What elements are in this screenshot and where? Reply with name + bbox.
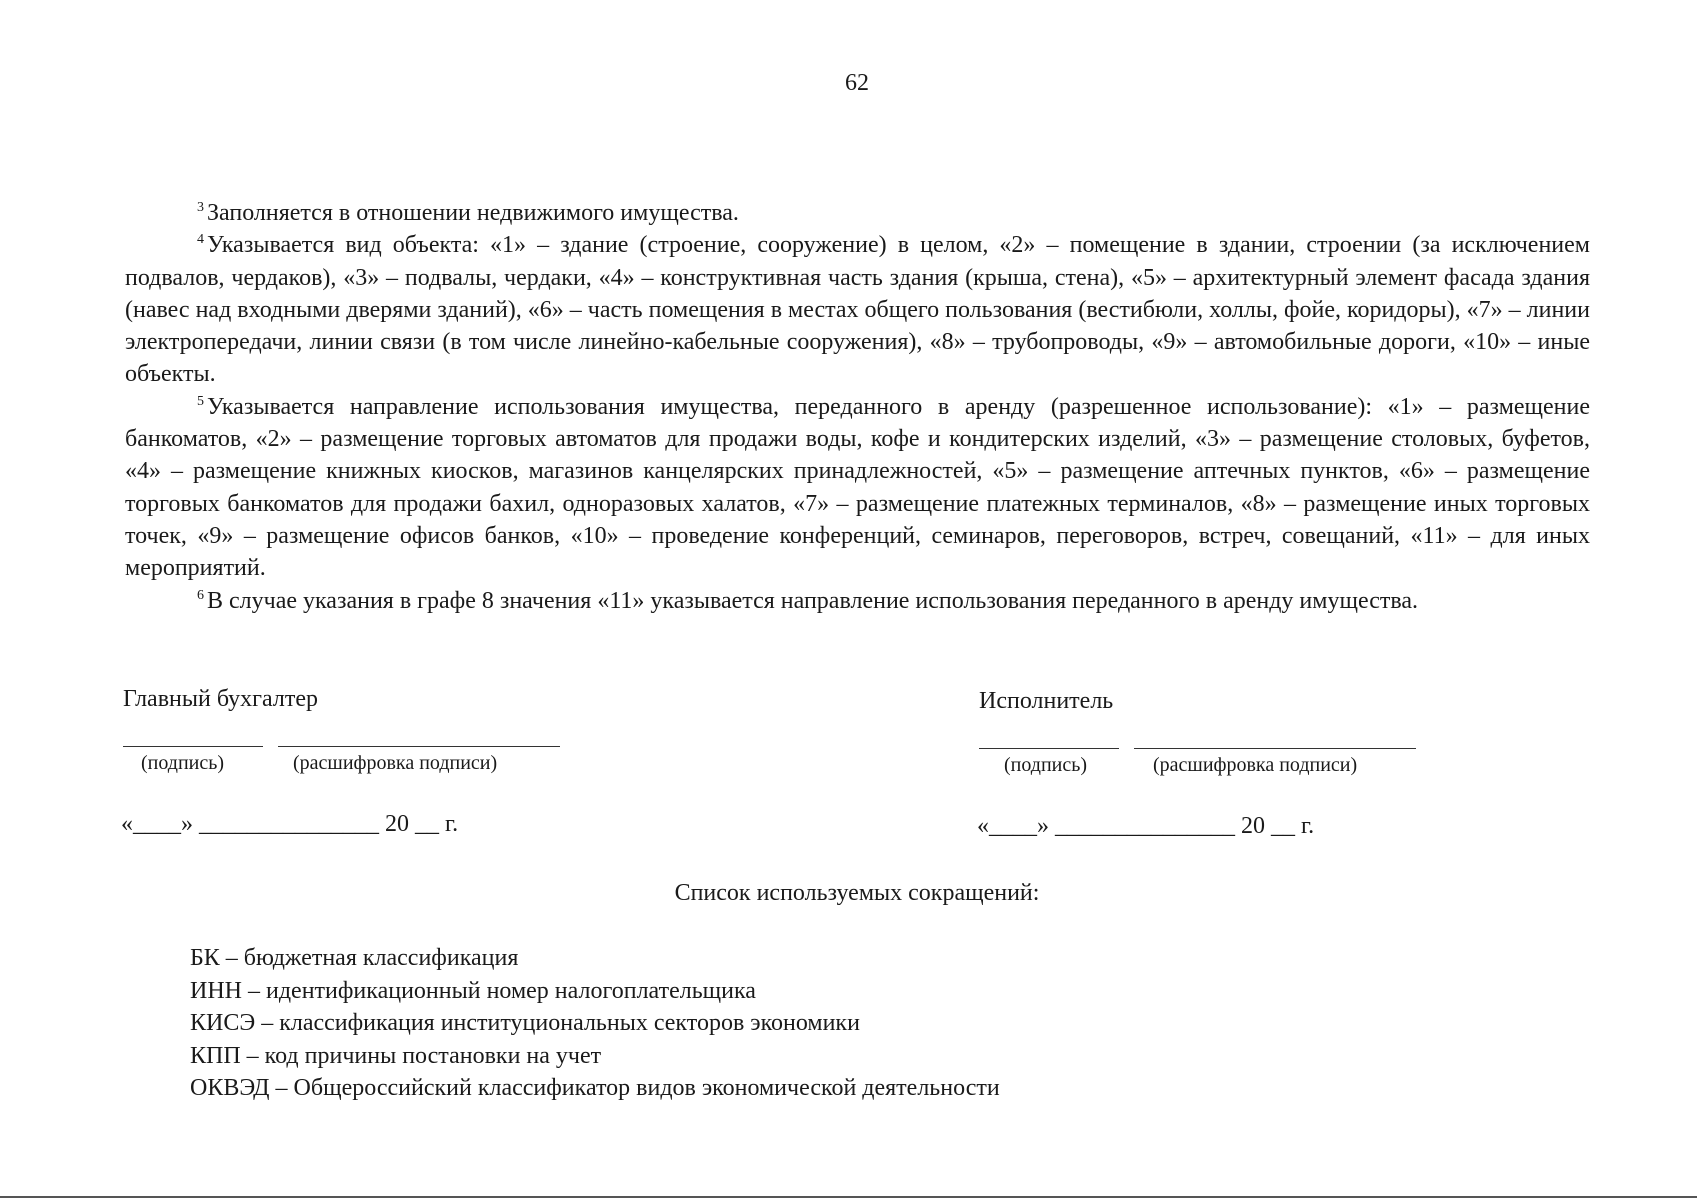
page-number: 62 bbox=[845, 70, 869, 96]
footnote-text: В случае указания в графе 8 значения «11» указывается направление использования переданного в аренду имущества. bbox=[207, 587, 1419, 614]
signature-line bbox=[123, 746, 263, 747]
footnote-mark: 4 bbox=[197, 232, 204, 248]
signature-caption: (подпись) bbox=[1004, 754, 1088, 776]
signature-decoding-line bbox=[278, 746, 560, 747]
executor-title: Исполнитель bbox=[979, 688, 1114, 714]
signature-decoding-caption: (расшифровка подписи) bbox=[293, 752, 498, 774]
footnote-4 bbox=[125, 229, 1590, 390]
executor-signature-block bbox=[979, 688, 1539, 848]
footnote-text: Указывается направление использования имущества, переданного в аренду (разрешенное использование): «1» – размещение банкоматов, «2» – размещение торговых автоматов для продажи воды, кофе и кондитерских изделий, «3» – размещение столовых, буфетов, «4» – размещение книжных киосков, магазинов канцелярских принадлежностей, «5» – размещение аптечных пунктов, «6» – размещение торговых банкоматов для продажи бахил, одноразовых халатов, «7» – размещение платежных терминалов, «8» – размещение иных торговых точек, «9» – размещение офисов банков, «10» – проведение конференций, семинаров, переговоров, встреч, совещаний, «11» – для иных мероприятий. bbox=[125, 393, 1590, 582]
footnote-text: Заполняется в отношении недвижимого имущества. bbox=[207, 200, 739, 226]
list-item: БК – бюджетная классификация bbox=[190, 945, 519, 971]
chief-accountant-signature-block bbox=[123, 686, 683, 846]
abbreviations-list bbox=[190, 942, 1000, 1105]
footnote-3 bbox=[125, 197, 1590, 229]
signature-date: «____» _______________ 20 __ г. bbox=[121, 811, 459, 837]
footnote-text: Указывается вид объекта: «1» – здание (строение, сооружение) в целом, «2» – помещение в здании, строении (за исключением подвалов, чердаков), «3» – подвалы, чердаки, «4» – конструктивная часть здания (крыша, стена), «5» – архитектурный элемент фасада здания (навес над входными дверями зданий), «6» – часть помещения в местах общего пользования (вестибюли, холлы, фойе, коридоры), «7» – линии электропередачи, линии связи (в том числе линейно-кабельные сооружения), «8» – трубопроводы, «9» – автомобильные дороги, «10» – иные объекты. bbox=[125, 232, 1590, 388]
list-item: ОКВЭД – Общероссийский классификатор видов экономической деятельности bbox=[190, 1075, 1000, 1101]
chief-accountant-title: Главный бухгалтер bbox=[123, 686, 318, 712]
footnote-mark: 3 bbox=[197, 200, 204, 215]
signature-caption: (подпись) bbox=[141, 752, 225, 774]
signature-date: «____» _______________ 20 __ г. bbox=[977, 813, 1315, 839]
signature-decoding-caption: (расшифровка подписи) bbox=[1153, 754, 1358, 776]
footnote-6 bbox=[125, 585, 1590, 617]
signature-decoding-line bbox=[1134, 748, 1416, 749]
signature-line bbox=[979, 748, 1119, 749]
list-item: ИНН – идентификационный номер налогоплательщика bbox=[190, 977, 756, 1004]
list-item: КПП – код причины постановки на учет bbox=[190, 1042, 602, 1069]
footnote-mark: 5 bbox=[197, 393, 204, 409]
page-bottom-divider bbox=[0, 1196, 1697, 1198]
abbreviations-title: Список используемых сокращений: bbox=[674, 880, 1040, 906]
footnote-5 bbox=[125, 391, 1590, 585]
footnote-mark: 6 bbox=[197, 587, 204, 603]
footnotes-section bbox=[125, 197, 1590, 617]
list-item: КИСЭ – классификация институциональных секторов экономики bbox=[190, 1010, 860, 1036]
